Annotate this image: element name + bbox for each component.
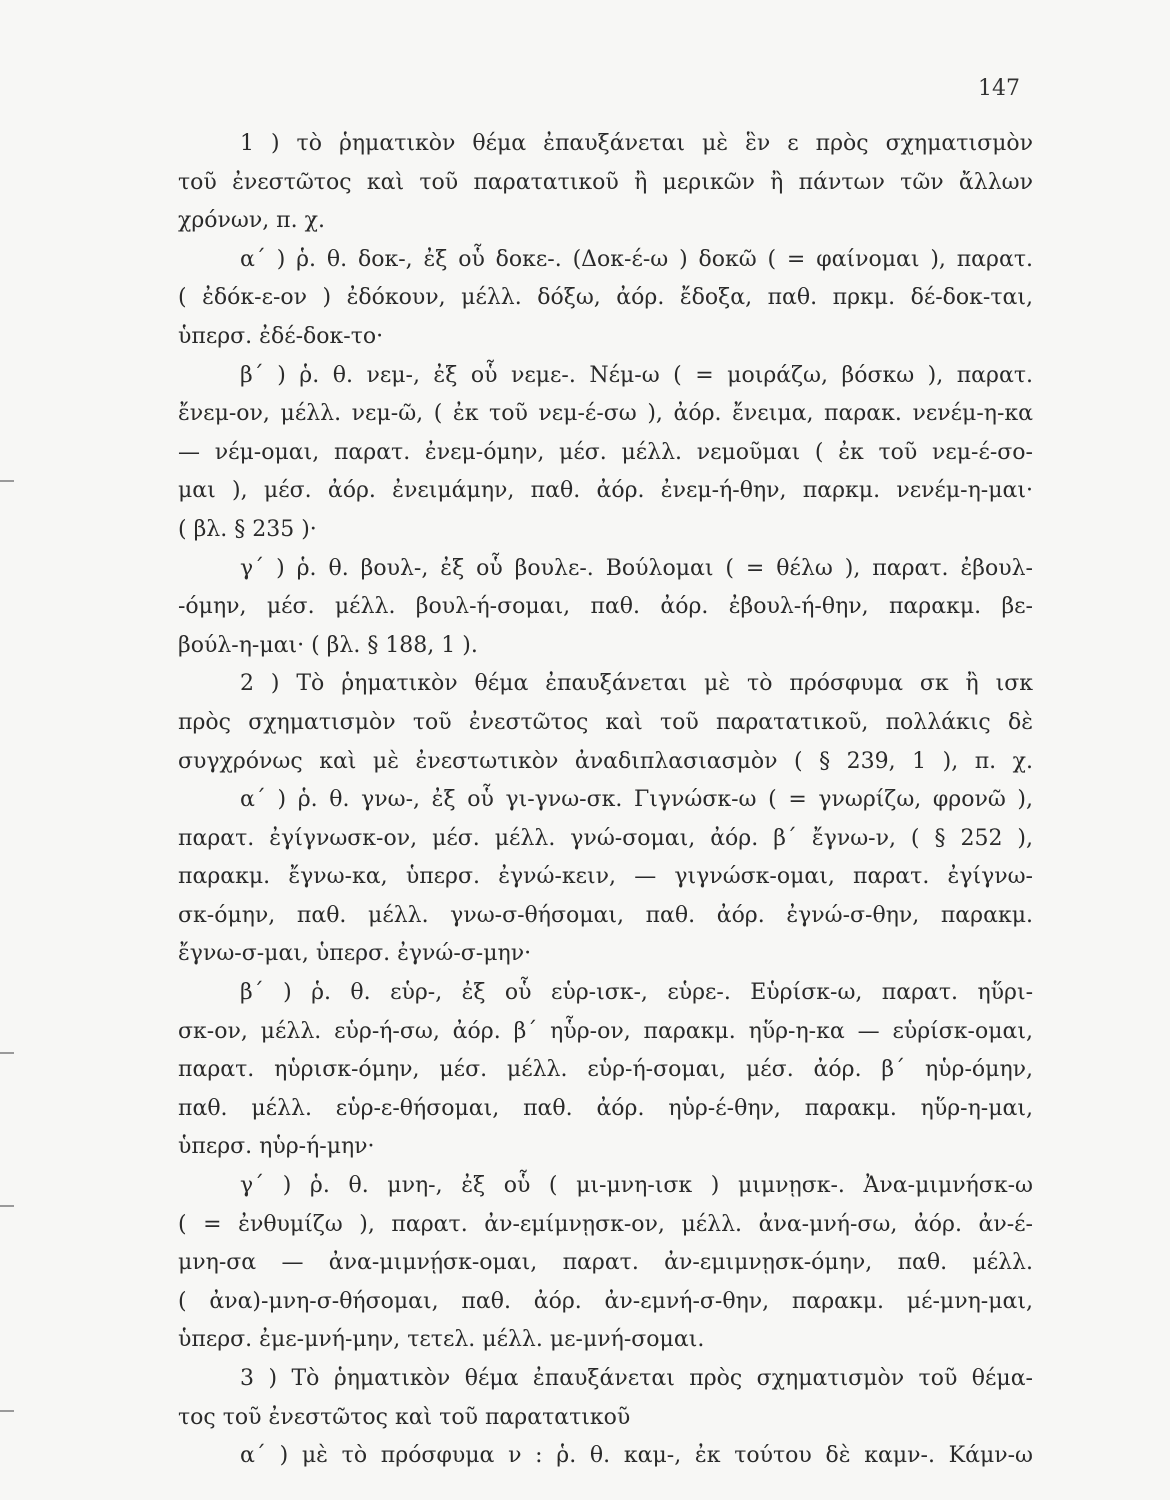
text-line: παθ. μέλλ. εὑρ-ε-θήσομαι, παθ. ἀόρ. ηὑρ-έ-θην, παρακμ. ηὕρ-η-μαι, <box>178 1095 1033 1121</box>
text-line: τοῦ ἐνεστῶτος καὶ τοῦ παρατατικοῦ ἢ μερικῶν ἢ πάντων τῶν ἄλλων <box>178 169 1033 195</box>
scan-edge-mark <box>0 1205 14 1207</box>
text-line: ἔνεμ-ον, μέλλ. νεμ-ῶ, ( ἐκ τοῦ νεμ-έ-σω ), ἀόρ. ἔνειμα, παρακ. νενέμ-η-κα <box>178 401 1033 427</box>
text-line: πρὸς σχηματισμὸν τοῦ ἐνεστῶτος καὶ τοῦ παρατατικοῦ, πολλάκις δὲ <box>178 709 1033 735</box>
text-line: ἔγνω-σ-μαι, ὑπερσ. ἐγνώ-σ-μην· <box>178 941 532 967</box>
text-line: χρόνων, π. χ. <box>178 208 325 234</box>
text-line: γ΄ ) ῥ. θ. βουλ-, ἐξ οὗ βουλε-. Βούλομαι ( = θέλω ), παρατ. ἐβουλ- <box>240 555 1033 581</box>
text-line: ὑπερσ. ηὑρ-ή-μην· <box>178 1134 375 1160</box>
scan-edge-mark <box>0 1052 14 1054</box>
text-line: α΄ ) ῥ. θ. δοκ-, ἐξ οὗ δοκε-. (Δοκ-έ-ω ) δοκῶ ( = φαίνομαι ), παρατ. <box>240 246 1033 272</box>
text-line: — νέμ-ομαι, παρατ. ἐνεμ-όμην, μέσ. μέλλ. νεμοῦμαι ( ἐκ τοῦ νεμ-έ-σο- <box>178 439 1033 465</box>
text-line: ( ἐδόκ-ε-ον ) ἐδόκουν, μέλλ. δόξω, ἀόρ. ἔδοξα, παθ. πρκμ. δέ-δοκ-ται, <box>178 285 1033 311</box>
text-line: σκ-όμην, παθ. μέλλ. γνω-σ-θήσομαι, παθ. ἀόρ. ἐγνώ-σ-θην, παρακμ. <box>178 902 1033 928</box>
text-line: ( = ἐνθυμίζω ), παρατ. ἀν-εμίμνῃσκ-ον, μέλλ. ἀνα-μνή-σω, ἀόρ. ἀν-έ- <box>178 1211 1033 1237</box>
page-number: 147 <box>978 76 1020 101</box>
text-line: μαι ), μέσ. ἀόρ. ἐνειμάμην, παθ. ἀόρ. ἐνεμ-ή-θην, παρκμ. νενέμ-η-μαι· <box>178 478 1033 504</box>
text-line: 3 ) Τὸ ῥηματικὸν θέμα ἐπαυξάνεται πρὸς σχηματισμὸν τοῦ θέμα- <box>240 1366 1033 1391</box>
text-line: α΄ ) ῥ. θ. γνω-, ἐξ οὗ γι-γνω-σκ. Γιγνώσκ-ω ( = γνωρίζω, φρονῶ ), <box>240 787 1033 813</box>
text-line: 1 ) τὸ ῥηματικὸν θέμα ἐπαυξάνεται μὲ ἓν ε πρὸς σχηματισμὸν <box>240 131 1033 156</box>
text-line: συγχρόνως καὶ μὲ ἐνεστωτικὸν ἀναδιπλασιασμὸν ( § 239, 1 ), π. χ. <box>178 748 1033 774</box>
text-line: παρακμ. ἔγνω-κα, ὑπερσ. ἐγνώ-κειν, — γιγνώσκ-ομαι, παρατ. ἐγίγνω- <box>178 864 1033 890</box>
text-line: παρατ. ηὑρισκ-όμην, μέσ. μέλλ. εὑρ-ή-σομαι, μέσ. ἀόρ. β΄ ηὑρ-όμην, <box>178 1057 1033 1083</box>
text-line: β΄ ) ῥ. θ. νεμ-, ἐξ οὗ νεμε-. Νέμ-ω ( = μοιράζω, βόσκω ), παρατ. <box>240 362 1033 388</box>
text-line: ( βλ. § 235 )· <box>178 516 317 542</box>
text-line: σκ-ον, μέλλ. εὑρ-ή-σω, ἀόρ. β΄ ηὗρ-ον, παρακμ. ηὕρ-η-κα — εὑρίσκ-ομαι, <box>178 1018 1033 1044</box>
text-line: μνη-σα — ἀνα-μιμνῄσκ-ομαι, παρατ. ἀν-εμιμνῃσκ-όμην, παθ. μέλλ. <box>178 1250 1033 1276</box>
text-line: ὑπερσ. ἐμε-μνή-μην, τετελ. μέλλ. με-μνή-σομαι. <box>178 1327 705 1353</box>
text-line: γ΄ ) ῥ. θ. μνη-, ἐξ οὗ ( μι-μνη-ισκ ) μιμνῃσκ-. Ἀνα-μιμνήσκ-ω <box>240 1173 1033 1199</box>
text-line: ὑπερσ. ἐδέ-δοκ-το· <box>178 323 384 349</box>
text-line: 2 ) Τὸ ῥηματικὸν θέμα ἐπαυξάνεται μὲ τὸ πρόσφυμα σκ ἢ ισκ <box>240 671 1033 697</box>
text-line: β΄ ) ῥ. θ. εὑρ-, ἐξ οὗ εὑρ-ισκ-, εὑρε-. Εὑρίσκ-ω, παρατ. ηὕρι- <box>240 980 1033 1006</box>
text-line: ( ἀνα)-μνη-σ-θήσομαι, παθ. ἀόρ. ἀν-εμνή-σ-θην, παρακμ. μέ-μνη-μαι, <box>178 1288 1033 1314</box>
scan-edge-mark <box>0 1410 14 1412</box>
text-line: α΄ ) μὲ τὸ πρόσφυμα ν : ῥ. θ. καμ-, ἐκ τούτου δὲ καμν-. Κάμν-ω <box>240 1443 1033 1469</box>
page-body-text <box>178 125 1033 1476</box>
text-line: -όμην, μέσ. μέλλ. βουλ-ή-σομαι, παθ. ἀόρ. ἐβουλ-ή-θην, παρακμ. βε- <box>178 594 1033 620</box>
scan-edge-mark <box>0 480 14 482</box>
text-line: βούλ-η-μαι· ( βλ. § 188, 1 ). <box>178 632 478 658</box>
text-line: παρατ. ἐγίγνωσκ-ον, μέσ. μέλλ. γνώ-σομαι, ἀόρ. β΄ ἔγνω-ν, ( § 252 ), <box>178 825 1033 851</box>
text-line: τος τοῦ ἐνεστῶτος καὶ τοῦ παρατατικοῦ <box>178 1404 631 1430</box>
